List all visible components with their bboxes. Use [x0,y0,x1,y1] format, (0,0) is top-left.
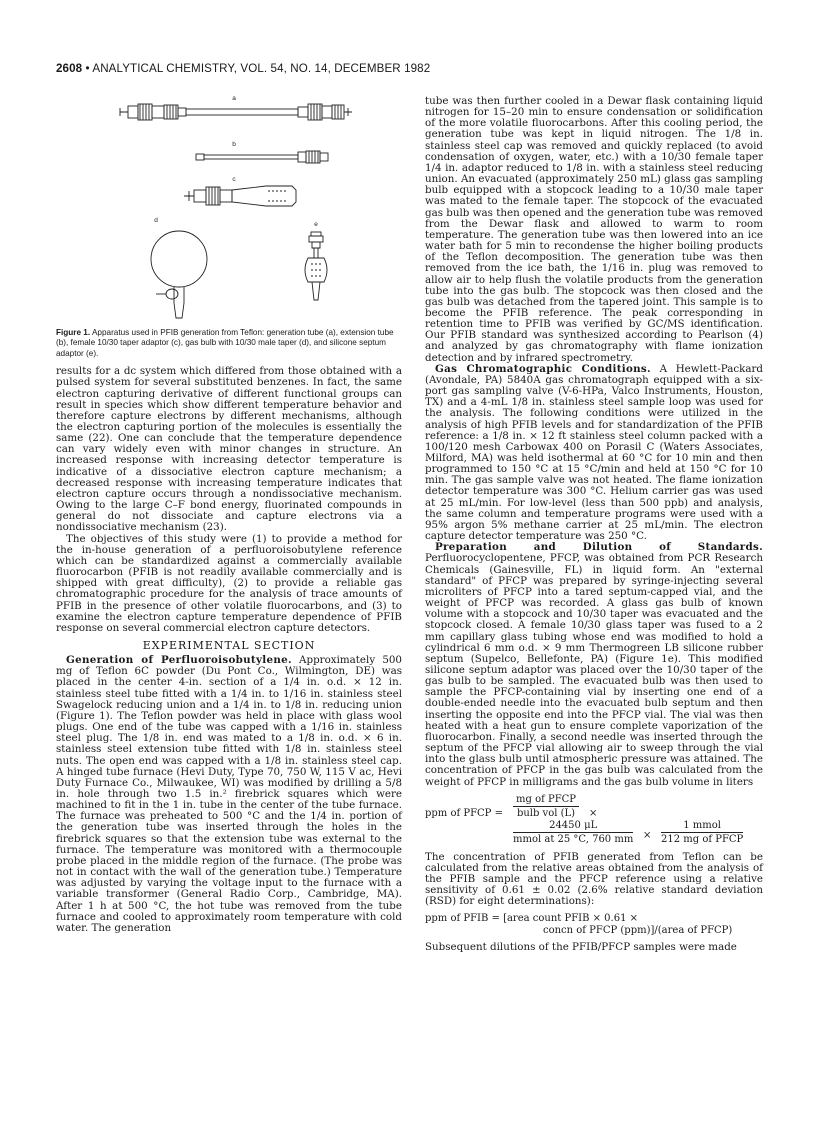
label-d: d [154,217,158,224]
equation-ppm-pfib [425,913,763,935]
equation-line-2: concn of PFCP (ppm)]/(area of PFCP) [543,924,733,936]
right-paragraph-2-text: A Hewlett-Packard (Avondale, PA) 5840A gas chromatograph equipped with a six-port gas sampling valve (V-6-HPa, Valco Instruments, Houston, TX) and a 4-mL 1/8 in. stainless steel sample loop was used for the analysis. The following conditions were utilized in the analysis of high PFIB levels and for standardization of the PFIB reference: a 1/8 in. × 12 ft stainless steel column packed with a 100/120 mesh Carbowax 400 on Porasil C (Waters Associates, Milford, MA) was held isothermal at 60 °C for 10 min and then programmed to 150 °C at 15 °C/min and held at 150 °C for 10 min. The gas sample valve was not heated. The flame ionization detector temperature was 300 °C. Helium carrier gas was used at 25 mL/min. For low-level (less than 500 ppb) and analysis, the same column and temperature programs were used with a 95% argon 5% methane carrier at 25 mL/min. The electron capture detector temperature was 250 °C. [425,362,763,543]
subsection-heading: Gas Chromatographic Conditions. [435,362,651,375]
fraction-molar-mass: 1 mmol 212 mg of PFCP [661,819,744,845]
septum-adaptor-drawing [305,232,327,300]
right-column [425,96,763,953]
generation-tube-drawing [120,104,352,120]
section-title: EXPERIMENTAL SECTION [142,638,316,652]
figure-1 [56,94,402,324]
figure-caption [56,328,402,359]
subsection-heading: Preparation and Dilution of Standards. [435,541,763,554]
left-paragraph-3 [56,655,402,934]
left-paragraph-2: The objectives of this study were (1) to provide a method for the in-house generation of a perfluoroisobutylene reference which can be standardized against a commercially available fluorocarbon (PFIB is not readily available commercially and is shipped with great difficulty), (2) to provide a reliable gas chromatographic procedure for the analysis of trace amounts of PFIB in the presence of other volatile fluorocarbons, and (3) to examine the electron capture temperature dependence of PFIB response on several commercial electron capture detectors. [56,532,402,634]
running-head [56,62,436,75]
label-c: c [232,176,236,183]
times-sign: × [589,807,598,819]
equation-lhs: ppm of PFCP = [425,807,503,819]
times-sign: × [643,829,652,841]
left-paragraph-3-text: Approximately 500 mg of Teflon 6C powder (Du Pont Co., Wilmington, DE) was placed in the center 4-in. section of a 1/4 in. o.d. × 12 in. stainless steel tube fitted with a 1/4 in. to 1/16 in. stainless steel Swagelock reducing union and a 1/4 in. to 1/8 in. reducing union (Figure 1). The Teflon powder was held in place with glass wool plugs. One end of the tube was capped with a 1/16 in. stainless steel plug. The 1/8 in. end was mated to a 1/8 in. o.d. × 6 in. stainless steel extension tube fitted with 1/8 in. stainless steel nuts. The open end was capped with a 1/8 in. stainless steel cap. A hinged tube furnace (Hevi Duty, Type 70, 750 W, 115 V ac, Hevi Duty Furnace Co., Milwaukee, WI) was modified by drilling a 5/8 in. hole through two 1.5 in.² firebrick squares which were machined to fit in the 1 in. tube in the center of the tube furnace. The furnace was preheated to 500 °C and the 1/4 in. portion of the generation tube was inserted through the holes in the firebrick squares so that the extension tube was external to the furnace. The temperature was monitored with a thermocouple probe placed in the middle region of the furnace. (The probe was not in contact with the wall of the generation tube.) Temperature was adjusted by varying the voltage input to the furnace with a variable transformer (General Radio Corp., Cambridge, MA). After 1 h at 500 °C, the hot tube was removed from the tube furnace and cooled to approximately room temperature with cold water. The generation [56,654,402,934]
fraction-mass-volume: mg of PFCP bulb vol (L) [513,794,579,819]
left-column [56,94,402,934]
right-paragraph-3-text: Perfluorocyclopentene, PFCP, was obtained from PCR Research Chemicals (Gainesville, FL) in liquid form. An "external standard" of PFCP was prepared by syringe-injecting several microliters of PFCP into a tared septum-capped vial, and the weight of PFCP was recorded. A glass gas bulb of known volume with a stopcock and 10/30 taper was evacuated and the stopcock closed. A female 10/30 glass taper was fused to a 2 mm capillary glass tubing whose end was modified to hold a cylindrical 6 mm o.d. × 9 mm Thermogreen LB silicone rubber septum (Supelco, Bellefonte, PA) (Figure 1e). This modified silicone septum adaptor was placed over the 10/30 taper of the gas bulb to be sampled. The evacuated bulb was then used to sample the PFCP-containing vial by inserting one end of a double-ended needle into the evacuated bulb septum and then inserting the opposite end into the PFCP vial. The vial was then heated with a heat gun to ensure complete vaporization of the fluorocarbon. Finally, a second needle was inserted through the septum of the PFCP vial allowing air to sweep through the vial into the glass bulb until atmospheric pressure was attained. The concentration of PFCP in the gas bulb was calculated from the weight of PFCP in milligrams and the gas bulb volume in liters [425,552,763,788]
extension-tube-drawing [196,151,328,163]
gas-bulb-drawing [151,231,207,318]
right-paragraph-2 [425,364,763,543]
equation-ppm-pfcp [425,794,763,846]
label-a: a [232,95,236,102]
journal-citation: • ANALYTICAL CHEMISTRY, VOL. 54, NO. 14, DECEMBER 1982 [85,62,431,75]
right-paragraph-3 [425,542,763,787]
apparatus-drawing [56,94,402,324]
page-number: 2608 [56,62,83,75]
fraction-molar-volume: 24450 μL mmol at 25 °C, 760 mm [513,819,634,845]
right-paragraph-1: tube was then further cooled in a Dewar flask containing liquid nitrogen for 15–20 min to ensure condensation or solidification of the more volatile fluorocarbons. After this cooling period, the generation tube was kept in liquid nitrogen. The 1/8 in. stainless steel cap was removed and quickly replaced (to avoid condensation of oxygen, water, etc.) with a 10/30 female taper 1/4 in. adaptor reduced to 1/8 in. with a stainless steel reducing union. An evacuated (approximately 250 mL) glass gas sampling bulb equipped with a stopcock leading to a 10/30 male taper was mated to the female taper. The stopcock of the evacuated gas bulb was then opened and the generation tube was removed from the Dewar flask and allowed to warm to room temperature. The generation tube was then lowered into an ice water bath for 5 min to recondense the higher boiling products of the Teflon decomposition. The generation tube was then removed from the ice bath, the 1/16 in. plug was removed to allow air to help flush the volatile products from the generation tube into the gas bulb. The stopcock was then closed and the gas bulb was detached from the tapered joint. This sample is to become the PFIB reference. The peak corresponding in retention time to PFIB was verified by GC/MS identification. Our PFIB standard was synthesized according to Pearlson (4) and analyzed by gas chromatography with flame ionization detection and by infrared spectrometry. [425,95,763,364]
caption-label: Figure 1. [56,328,91,337]
equation-line-1: ppm of PFIB = [area count PFIB × 0.61 × [425,913,638,925]
caption-text: Apparatus used in PFIB generation from Teflon: generation tube (a), extension tube (b), female 10/30 taper adaptor (c), gas bulb with 10/30 male taper (d), and silicone septum adaptor (e). [56,328,394,358]
subsection-heading: Generation of Perfluoroisobutylene. [66,654,292,667]
label-e: e [314,221,318,228]
female-taper-adaptor-drawing [184,186,296,206]
right-paragraph-4: The concentration of PFIB generated from Teflon can be calculated from the relative areas obtained from the analysis of the PFIB sample and the PFCP reference using a relative sensitivity of 0.61 ± 0.02 (2.6% relative standard deviation (RSD) for eight determinations): [425,850,763,908]
label-b: b [232,141,236,148]
right-paragraph-5: Subsequent dilutions of the PFIB/PFCP samples were made [425,940,737,953]
left-paragraph-1: results for a dc system which differed from those obtained with a pulsed system for several substituted benzenes. In fact, the same electron capturing derivative of different functional groups can result in species which show different temperature behavior and therefore capture electrons by different mechanisms, although the electron capturing portion of the molecules is essentially the same (22). One can conclude that the temperature dependence can vary widely even with minor changes in structure. An increased response with increasing detector temperature is indicative of a dissociative electron capture mechanism; a decreased response with increasing temperature indicates that electron capture occurs through a nondissociative mechanism. Owing to the large C–F bond energy, fluorinated compounds in general do not dissociate and capture electrons via a nondissociative mechanism (23). [56,365,402,534]
